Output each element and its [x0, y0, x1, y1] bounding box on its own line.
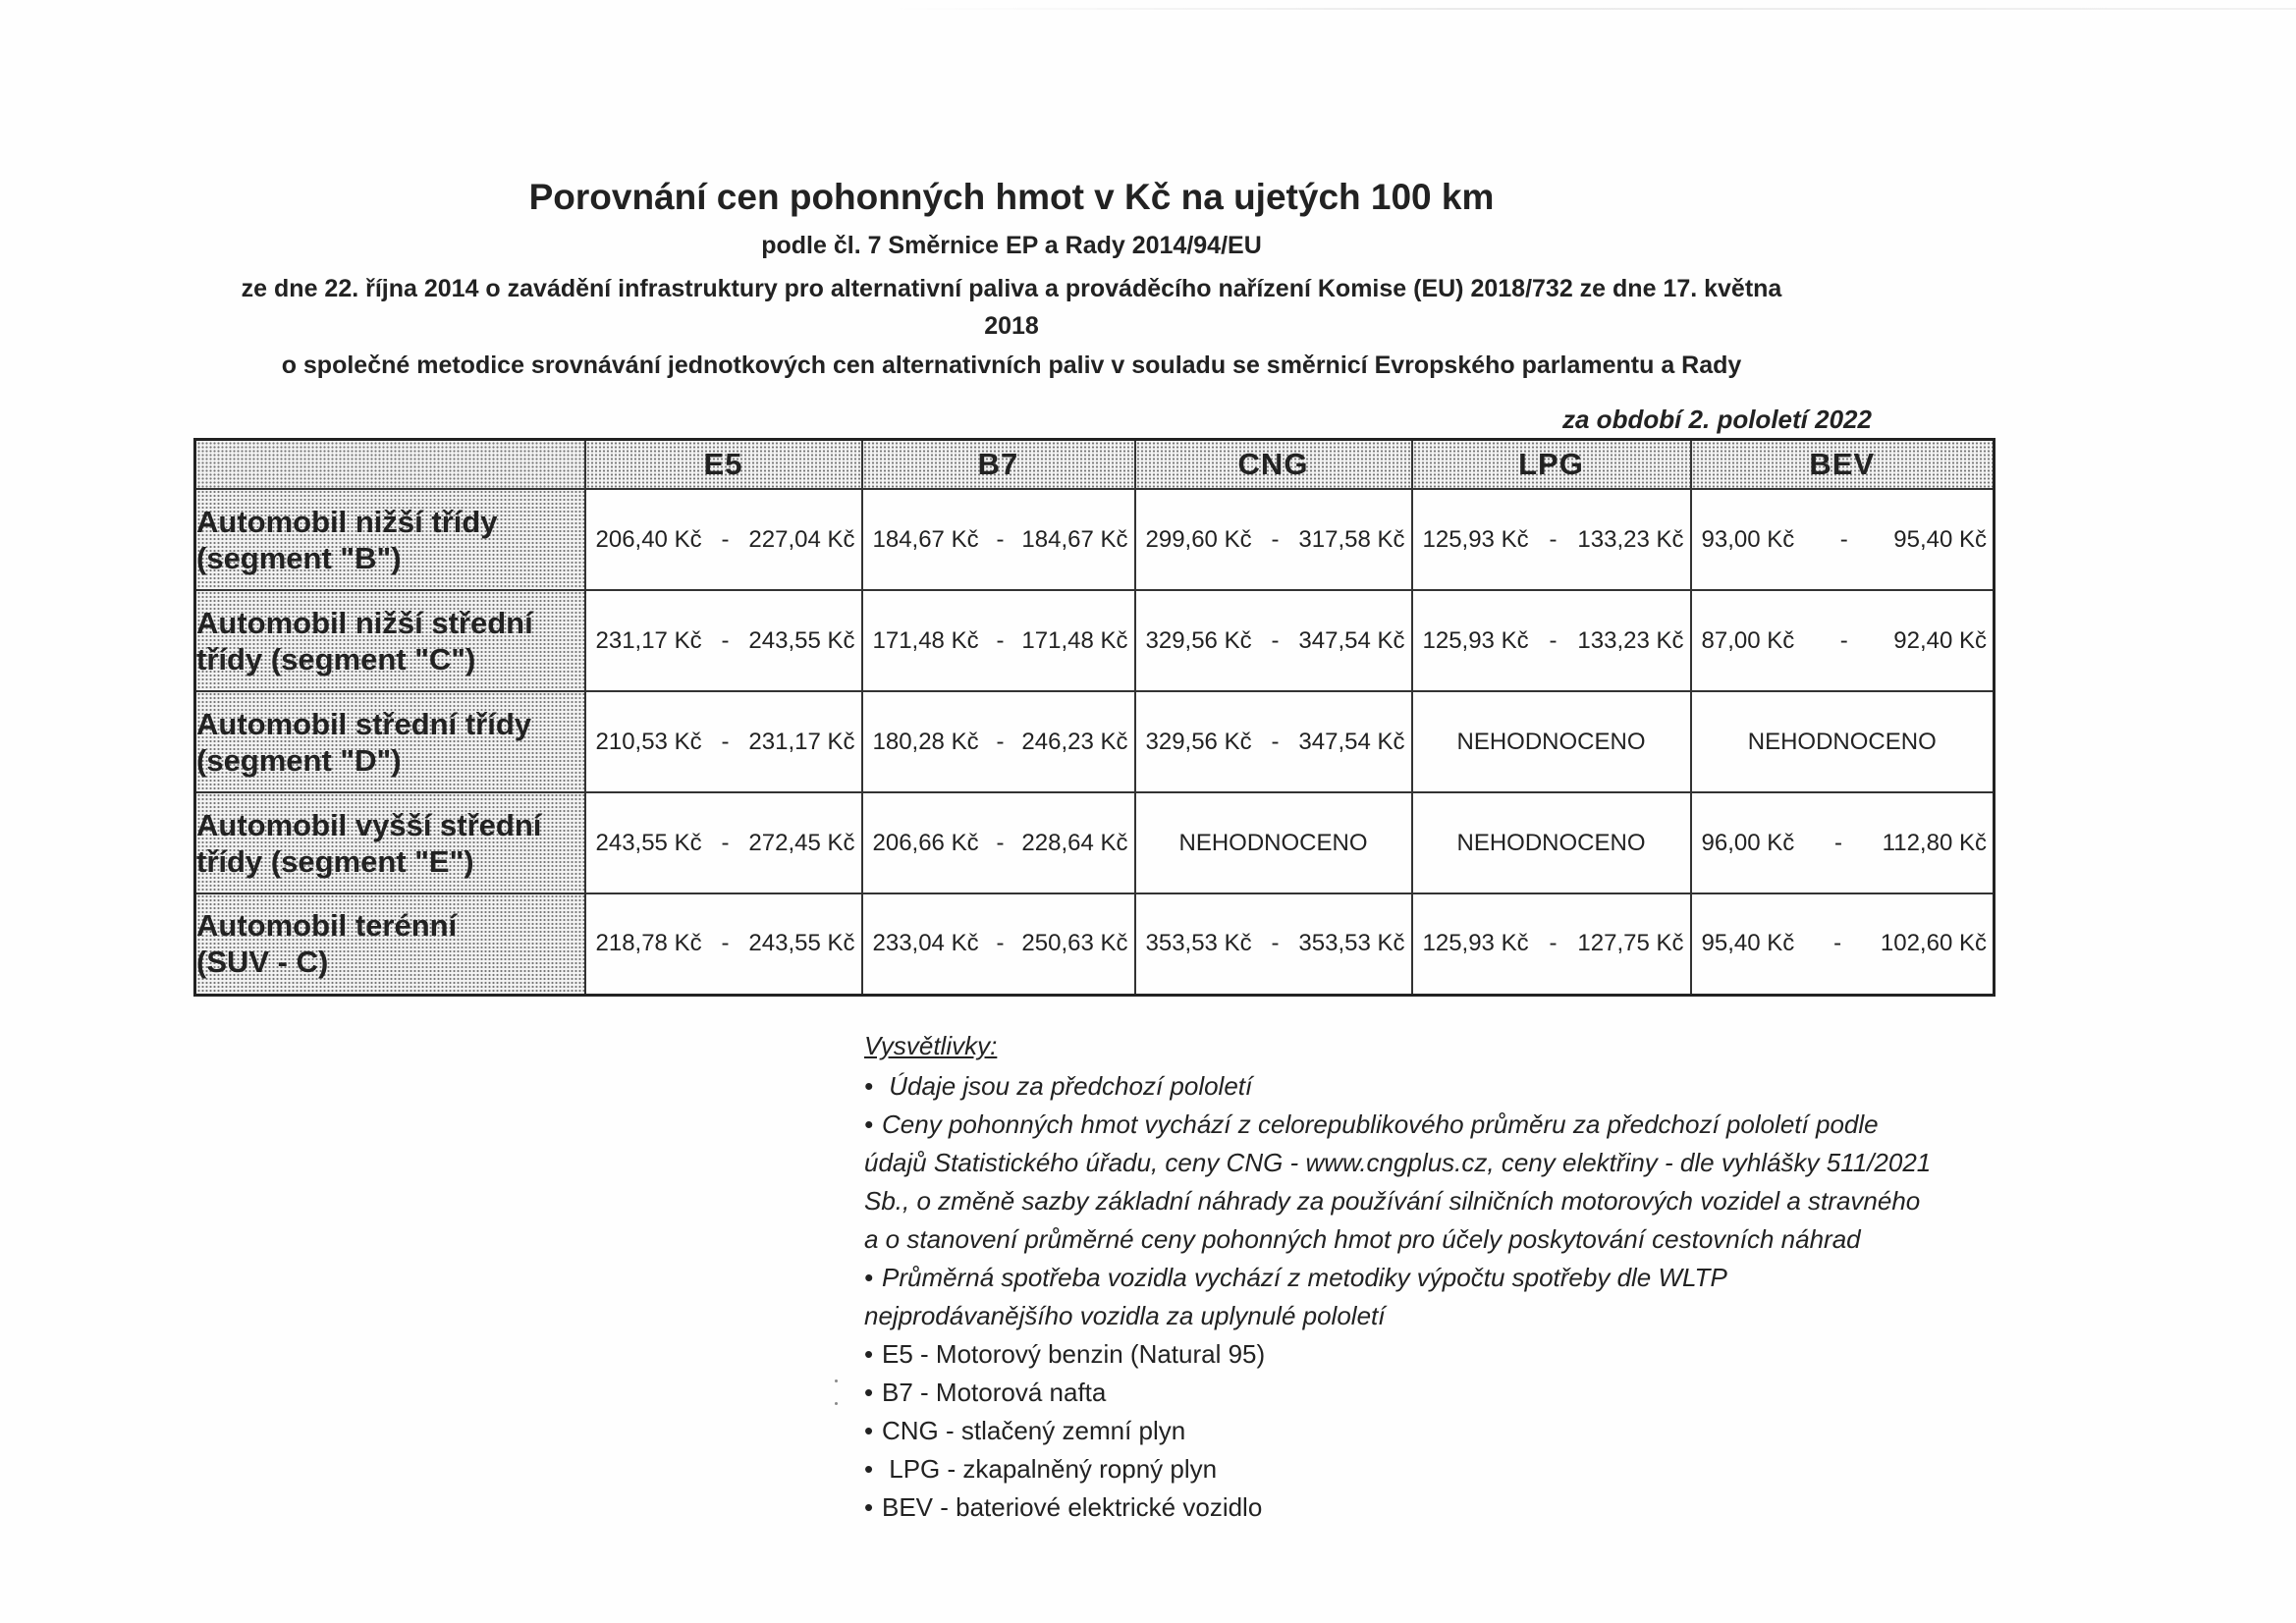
fuel-abbr: BEV: [882, 1492, 934, 1522]
price-cell: [862, 590, 1135, 691]
scan-speck: [835, 1402, 838, 1405]
bullet: •: [864, 1492, 874, 1522]
row-label: [195, 691, 585, 792]
price-max: 92,40 Kč: [1893, 626, 1987, 654]
price-range: [863, 830, 1134, 857]
price-max: 127,75 Kč: [1577, 930, 1684, 957]
price-cell: [1412, 590, 1691, 691]
legend-note: [864, 1067, 2043, 1106]
price-cell: [1135, 893, 1412, 995]
range-separator: -: [721, 525, 730, 553]
price-min: 233,04 Kč: [872, 930, 979, 957]
price-min: 353,53 Kč: [1145, 930, 1252, 957]
fuel-desc: Motorový benzin (Natural 95): [935, 1339, 1266, 1369]
price-cell: [1691, 792, 1995, 893]
legend-note-text: nejprodávanějšího vozidla za uplynulé pololetí: [864, 1301, 1386, 1330]
legend-note: [864, 1297, 2043, 1335]
bullet: •: [864, 1071, 874, 1101]
legend-fuel-lpg: • LPG - zkapalněný ropný plyn: [864, 1450, 2043, 1488]
row-label: [195, 792, 585, 893]
price-cell: [1135, 489, 1412, 590]
price-min: 206,66 Kč: [872, 829, 979, 856]
row-label: [195, 489, 585, 590]
price-max: 133,23 Kč: [1577, 525, 1684, 553]
price-range: [1136, 729, 1411, 756]
price-min: 329,56 Kč: [1145, 626, 1252, 654]
price-cell: [862, 691, 1135, 792]
legend-note-text: a o stanovení průměrné ceny pohonných hmot pro účely poskytování cestovních náhrad: [864, 1224, 1861, 1254]
price-min: 329,56 Kč: [1145, 728, 1252, 755]
price-range: [586, 526, 861, 554]
price-range: [863, 930, 1134, 957]
legend-title: Vysvětlivky:: [864, 1031, 998, 1060]
price-min: 93,00 Kč: [1701, 525, 1795, 553]
range-separator: -: [996, 829, 1005, 856]
range-separator: -: [1549, 930, 1558, 957]
price-cell: [862, 893, 1135, 995]
not-evaluated-text: NEHODNOCENO: [1456, 829, 1646, 856]
fuel-desc: zkapalněný ropný plyn: [962, 1454, 1218, 1484]
price-cell: [1135, 691, 1412, 792]
range-separator: -: [721, 930, 730, 957]
header-row: [195, 440, 1995, 490]
table-row: [195, 691, 1995, 792]
range-separator: -: [1549, 626, 1558, 654]
range-separator: -: [996, 930, 1005, 957]
price-cell: [862, 489, 1135, 590]
subtitle-line-1: podle čl. 7 Směrnice EP a Rady 2014/94/EU: [761, 232, 1262, 259]
not-evaluated-text: NEHODNOCENO: [1747, 728, 1937, 755]
price-max: 171,48 Kč: [1021, 626, 1128, 654]
row-label-line: Automobil střední třídy: [196, 706, 531, 741]
row-label-line: třídy (segment "C"): [196, 641, 476, 676]
range-separator: -: [1271, 930, 1280, 957]
price-cell: [1691, 893, 1995, 995]
price-min: 210,53 Kč: [595, 728, 702, 755]
fuel-abbr: E5: [882, 1339, 913, 1369]
legend-note-text: Údaje jsou za předchozí pololetí: [889, 1071, 1253, 1101]
price-range: [863, 729, 1134, 756]
price-max: 317,58 Kč: [1298, 525, 1405, 553]
column-header-b7: B7: [862, 440, 1135, 490]
price-min: 125,93 Kč: [1422, 626, 1529, 654]
row-label-line: třídy (segment "E"): [196, 843, 474, 879]
price-min: 243,55 Kč: [595, 829, 702, 856]
price-range: [1692, 930, 1994, 957]
range-separator: -: [1833, 829, 1842, 856]
legend-fuel-cng: • CNG - stlačený zemní plyn: [864, 1412, 2043, 1450]
price-min: 95,40 Kč: [1701, 930, 1795, 957]
table-row: [195, 893, 1995, 995]
range-separator: -: [1271, 728, 1280, 755]
price-cell: [1691, 691, 1995, 792]
price-max: 95,40 Kč: [1893, 525, 1987, 553]
price-range: [863, 627, 1134, 655]
fuel-desc: bateriové elektrické vozidlo: [956, 1492, 1263, 1522]
not-evaluated-text: NEHODNOCENO: [1178, 829, 1368, 856]
range-separator: -: [721, 829, 730, 856]
price-max: 347,54 Kč: [1298, 626, 1405, 654]
legend-note: [864, 1259, 2043, 1297]
legend-fuel-bev: • BEV - bateriové elektrické vozidlo: [864, 1488, 2043, 1527]
price-max: 228,64 Kč: [1021, 829, 1128, 856]
bullet: •: [864, 1416, 874, 1445]
bullet: •: [864, 1263, 874, 1292]
legend-fuel-b7: • B7 - Motorová nafta: [864, 1374, 2043, 1412]
price-range: [1692, 526, 1994, 554]
range-separator: -: [1839, 626, 1848, 654]
price-min: 184,67 Kč: [872, 525, 979, 553]
range-separator: -: [1271, 525, 1280, 553]
price-cell: [1135, 792, 1412, 893]
price-cell: [1691, 489, 1995, 590]
fuel-abbr: B7: [882, 1378, 913, 1407]
row-label: [195, 590, 585, 691]
legend: [864, 1031, 2043, 1527]
range-separator: -: [721, 626, 730, 654]
page-title: Porovnání cen pohonných hmot v Kč na ujetých 100 km: [528, 177, 1495, 217]
price-min: 96,00 Kč: [1701, 829, 1795, 856]
row-label-line: Automobil nižší třídy: [196, 504, 498, 539]
bullet: •: [864, 1454, 874, 1484]
price-max: 231,17 Kč: [748, 728, 855, 755]
column-header-e5: E5: [585, 440, 862, 490]
scan-speck: [835, 1380, 838, 1382]
price-cell: [1135, 590, 1412, 691]
column-header-cng: CNG: [1135, 440, 1412, 490]
price-cell: [1412, 893, 1691, 995]
price-cell: [862, 792, 1135, 893]
subtitle-line-2: ze dne 22. října 2014 o zavádění infrastruktury pro alternativní paliva a prováděcího nařízení Komise (EU) 2018/732 ze dne 17. května: [241, 275, 1782, 302]
price-max: 243,55 Kč: [748, 930, 855, 957]
price-range: [586, 729, 861, 756]
bullet: •: [864, 1109, 874, 1139]
column-header-bev: BEV: [1691, 440, 1995, 490]
price-range: [586, 930, 861, 957]
row-label-line: (SUV - C): [196, 945, 329, 980]
price-max: 133,23 Kč: [1577, 626, 1684, 654]
not-evaluated-text: NEHODNOCENO: [1456, 728, 1646, 755]
row-label-line: (segment "B"): [196, 540, 402, 575]
legend-note-text: Sb., o změně sazby základní náhrady za používání silničních motorových vozidel a stravného: [864, 1186, 1921, 1216]
legend-note-text: Ceny pohonných hmot vychází z celorepublikového průměru za předchozí pololetí podle: [882, 1109, 1879, 1139]
price-range: [1413, 627, 1690, 655]
fuel-desc: stlačený zemní plyn: [960, 1416, 1186, 1445]
price-cell: [1412, 792, 1691, 893]
price-min: 231,17 Kč: [595, 626, 702, 654]
fuel-desc: Motorová nafta: [935, 1378, 1107, 1407]
price-range: [1136, 627, 1411, 655]
price-range: [1413, 930, 1690, 957]
legend-note-text: údajů Statistického úřadu, ceny CNG - www.cngplus.cz, ceny elektřiny - dle vyhlášky 511/2021: [864, 1148, 1932, 1177]
range-separator: -: [1549, 525, 1558, 553]
price-max: 243,55 Kč: [748, 626, 855, 654]
price-cell: [1412, 691, 1691, 792]
range-separator: -: [996, 728, 1005, 755]
price-range: [1692, 627, 1994, 655]
price-max: 112,80 Kč: [1882, 829, 1987, 856]
price-max: 246,23 Kč: [1021, 728, 1128, 755]
price-range: [1136, 930, 1411, 957]
price-max: 250,63 Kč: [1021, 930, 1128, 957]
bullet: •: [864, 1339, 874, 1369]
legend-note: [864, 1144, 2043, 1182]
price-min: 218,78 Kč: [595, 930, 702, 957]
range-separator: -: [996, 525, 1005, 553]
price-range: [1692, 830, 1994, 857]
period-label: za období 2. pololetí 2022: [1562, 405, 1872, 434]
price-cell: [585, 893, 862, 995]
table-row: [195, 792, 1995, 893]
row-label-line: Automobil nižší střední: [196, 605, 533, 640]
fuel-abbr: CNG: [882, 1416, 939, 1445]
price-min: 171,48 Kč: [872, 626, 979, 654]
row-label-line: (segment "D"): [196, 742, 402, 778]
legend-list: [864, 1067, 2043, 1527]
table-row: [195, 590, 1995, 691]
price-min: 87,00 Kč: [1701, 626, 1795, 654]
price-min: 125,93 Kč: [1422, 930, 1529, 957]
price-range: [1413, 526, 1690, 554]
legend-fuel-e5: • E5 - Motorový benzin (Natural 95): [864, 1335, 2043, 1374]
price-cell: [585, 489, 862, 590]
price-min: 299,60 Kč: [1145, 525, 1252, 553]
row-label-line: Automobil vyšší střední: [196, 807, 542, 842]
price-comparison-table: [193, 438, 1995, 997]
price-cell: [585, 590, 862, 691]
bullet: •: [864, 1378, 874, 1407]
range-separator: -: [1839, 525, 1848, 553]
range-separator: -: [1833, 930, 1842, 957]
scan-edge-line: [884, 8, 2296, 10]
subtitle-line-4: o společné metodice srovnávání jednotkových cen alternativních paliv v souladu se směrnicí Evropského parlamentu a Rady: [281, 352, 1742, 379]
price-max: 227,04 Kč: [748, 525, 855, 553]
range-separator: -: [721, 728, 730, 755]
price-range: [863, 526, 1134, 554]
table-corner: [195, 440, 585, 490]
price-max: 102,60 Kč: [1880, 930, 1987, 957]
price-max: 184,67 Kč: [1021, 525, 1128, 553]
price-cell: [585, 792, 862, 893]
column-header-lpg: LPG: [1412, 440, 1691, 490]
row-label: [195, 893, 585, 995]
subtitle-line-3: 2018: [984, 312, 1039, 340]
legend-note: [864, 1106, 2043, 1144]
range-separator: -: [996, 626, 1005, 654]
range-separator: -: [1271, 626, 1280, 654]
price-min: 180,28 Kč: [872, 728, 979, 755]
legend-note: [864, 1182, 2043, 1220]
price-range: [1136, 526, 1411, 554]
price-cell: [585, 691, 862, 792]
table-row: [195, 489, 1995, 590]
legend-note-text: Průměrná spotřeba vozidla vychází z metodiky výpočtu spotřeby dle WLTP: [882, 1263, 1727, 1292]
fuel-abbr: LPG: [889, 1454, 941, 1484]
price-cell: [1691, 590, 1995, 691]
price-range: [586, 830, 861, 857]
price-cell: [1412, 489, 1691, 590]
row-label-line: Automobil terénní: [196, 908, 458, 944]
price-max: 347,54 Kč: [1298, 728, 1405, 755]
price-min: 206,40 Kč: [595, 525, 702, 553]
price-max: 272,45 Kč: [748, 829, 855, 856]
legend-note: [864, 1220, 2043, 1259]
price-range: [586, 627, 861, 655]
price-min: 125,93 Kč: [1422, 525, 1529, 553]
price-max: 353,53 Kč: [1298, 930, 1405, 957]
